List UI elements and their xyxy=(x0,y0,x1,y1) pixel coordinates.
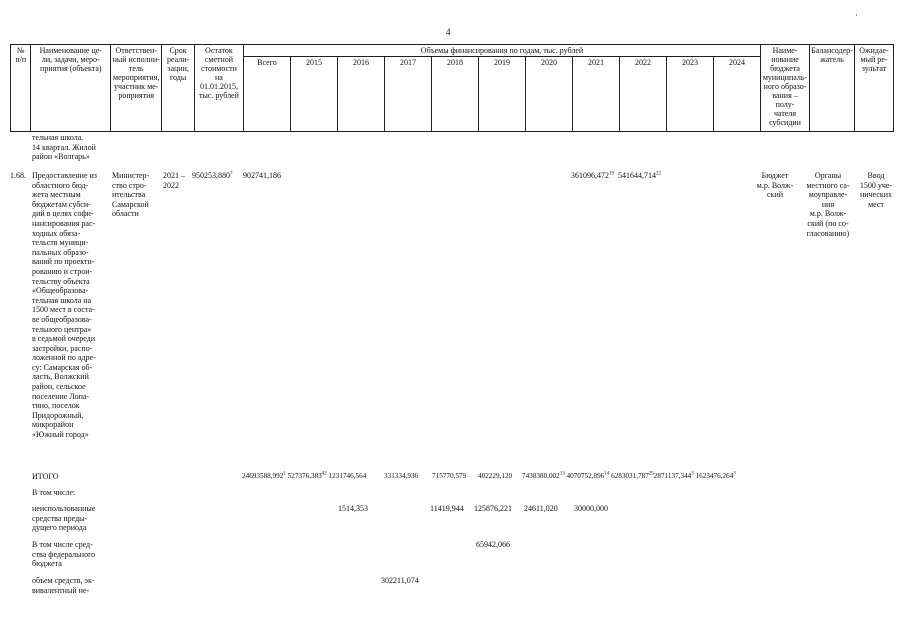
continuation-text: тельная школа. 14 квартал. Жилой район «Волгарь» xyxy=(32,133,96,162)
row-168-name: Предоставление из областного бюд- жета местным бюджетам субси- дий в целях софи- нансирования рас- ходных обяза- тельств муници- пальных образо- ваний по проекти- рованию и строи- тельству объекта «Общеобразова- тельная школа на 1500 мест в соста- ве общеобразова- тельного центра» в седьмой очереди застройки, распо- ложенной по адре- су: Самарская об- ласть, Волжский район, сельское поселение Лопа- тино, поселок Придорожный, микрорайон «Южный город» xyxy=(32,171,97,440)
row-168-total: 902741,186 xyxy=(243,171,281,180)
row-168-2021-footnote: 19 xyxy=(609,171,614,177)
header-executor: Ответствен- ный исполни- тель мероприятия, участник ме- роприятия xyxy=(111,45,162,132)
row-168-remainder-footnote: 7 xyxy=(230,171,233,177)
row-168-budget: Бюджет м.р. Волж- ский xyxy=(756,171,794,200)
totals-2022-footnote: 25 xyxy=(648,471,654,477)
row-168-2021-value: 361096,472 xyxy=(571,171,609,180)
header-year-2020: 2020 xyxy=(525,57,572,132)
header-no: № п/п xyxy=(11,45,31,132)
totals-2024-footnote: 3 xyxy=(733,471,736,477)
unused-2021: 30000,000 xyxy=(574,504,608,513)
totals-tail xyxy=(522,472,736,482)
totals-total: 24693588,992 xyxy=(242,472,284,480)
equiv-label: объем средств, эк- вивалентный не- xyxy=(32,576,95,595)
header-volumes: Объемы финансирования по годам, тыс. рублей xyxy=(243,45,760,57)
header-budget: Наиме- нование бюджета муниципаль- ного образо- вания – полу- чателя субсидии xyxy=(761,45,810,132)
totals-2017: 331334,936 xyxy=(384,472,419,480)
unused-2016: 1514,353 xyxy=(338,504,368,513)
row-168-2021 xyxy=(571,171,614,181)
header-year-2016: 2016 xyxy=(337,57,384,132)
header-year-2015: 2015 xyxy=(290,57,337,132)
totals-2024: 1623476,264 xyxy=(695,472,734,480)
row-168-remainder-value: 950253,880 xyxy=(192,171,230,180)
row-168-term: 2021 – 2022 xyxy=(163,171,185,190)
equiv-2017: 302211,074 xyxy=(381,576,419,585)
totals-2021: 4070752,896 xyxy=(566,472,605,480)
totals-2023-footnote: 3 xyxy=(691,471,694,477)
scan-mark: · xyxy=(855,10,858,20)
header-year-2017: 2017 xyxy=(384,57,431,132)
row-168-2022-footnote: 22 xyxy=(656,171,661,177)
unused-2020: 24611,020 xyxy=(524,504,558,513)
totals-2016: 1231746,564 xyxy=(328,472,367,480)
table-header xyxy=(10,44,894,132)
row-168-no: 1.68. xyxy=(10,171,26,180)
totals-2022: 6283031,787 xyxy=(611,472,649,480)
row-168-2022-value: 541644,714 xyxy=(618,171,656,180)
totals-total-footnote: 1 xyxy=(283,471,286,477)
totals-2021-footnote: 14 xyxy=(604,471,610,477)
federal-label: В том числе сред- ства федерального бюджета xyxy=(32,540,96,569)
row-168-2022 xyxy=(618,171,661,181)
including-label: В том числе: xyxy=(32,488,76,497)
header-year-2024: 2024 xyxy=(713,57,760,132)
totals-2020-footnote: 13 xyxy=(559,471,565,477)
row-168-remainder xyxy=(192,171,233,181)
header-total: Всего xyxy=(243,57,290,132)
header-year-2023: 2023 xyxy=(666,57,713,132)
unused-2019: 125876,221 xyxy=(474,504,512,513)
totals-2023: 2871137,344 xyxy=(653,472,692,480)
unused-2018: 11419,944 xyxy=(430,504,464,513)
totals-values xyxy=(242,472,366,482)
totals-2015-footnote: 42 xyxy=(321,471,327,477)
header-term: Срок реали- зации, годы xyxy=(162,45,195,132)
totals-2019: 402229,120 xyxy=(478,472,513,480)
header-year-2021: 2021 xyxy=(572,57,619,132)
header-year-2022: 2022 xyxy=(619,57,666,132)
page-number: 4 xyxy=(446,27,451,37)
row-168-result: Ввод 1500 уче- нических мест xyxy=(859,171,893,209)
totals-2020: 7438380,002 xyxy=(522,472,560,480)
totals-2018: 715770,579 xyxy=(432,472,467,480)
totals-label: ИТОГО xyxy=(32,472,59,481)
row-168-executor: Министер- ство стро- ительства Самарской области xyxy=(112,171,150,219)
totals-2015: 527376,383 xyxy=(287,472,322,480)
header-name: Наименование це- ли, задачи, меро- приятия (объекта) xyxy=(31,45,111,132)
header-result: Ожидае- мый ре- зультат xyxy=(855,45,894,132)
header-year-2018: 2018 xyxy=(431,57,478,132)
header-remainder: Остаток сметной стоимости на 01.01.2015, тыс. рублей xyxy=(194,45,243,132)
row-168-holder: Органы местного са- моуправле- ния м.р. Волж- ский (по со- гласованию) xyxy=(806,171,850,238)
federal-2019: 65942,066 xyxy=(476,540,510,549)
header-year-2019: 2019 xyxy=(478,57,525,132)
header-holder: Балансодер- жатель xyxy=(810,45,855,132)
unused-label: неиспользованные средства преды- дущего периода xyxy=(32,504,96,533)
